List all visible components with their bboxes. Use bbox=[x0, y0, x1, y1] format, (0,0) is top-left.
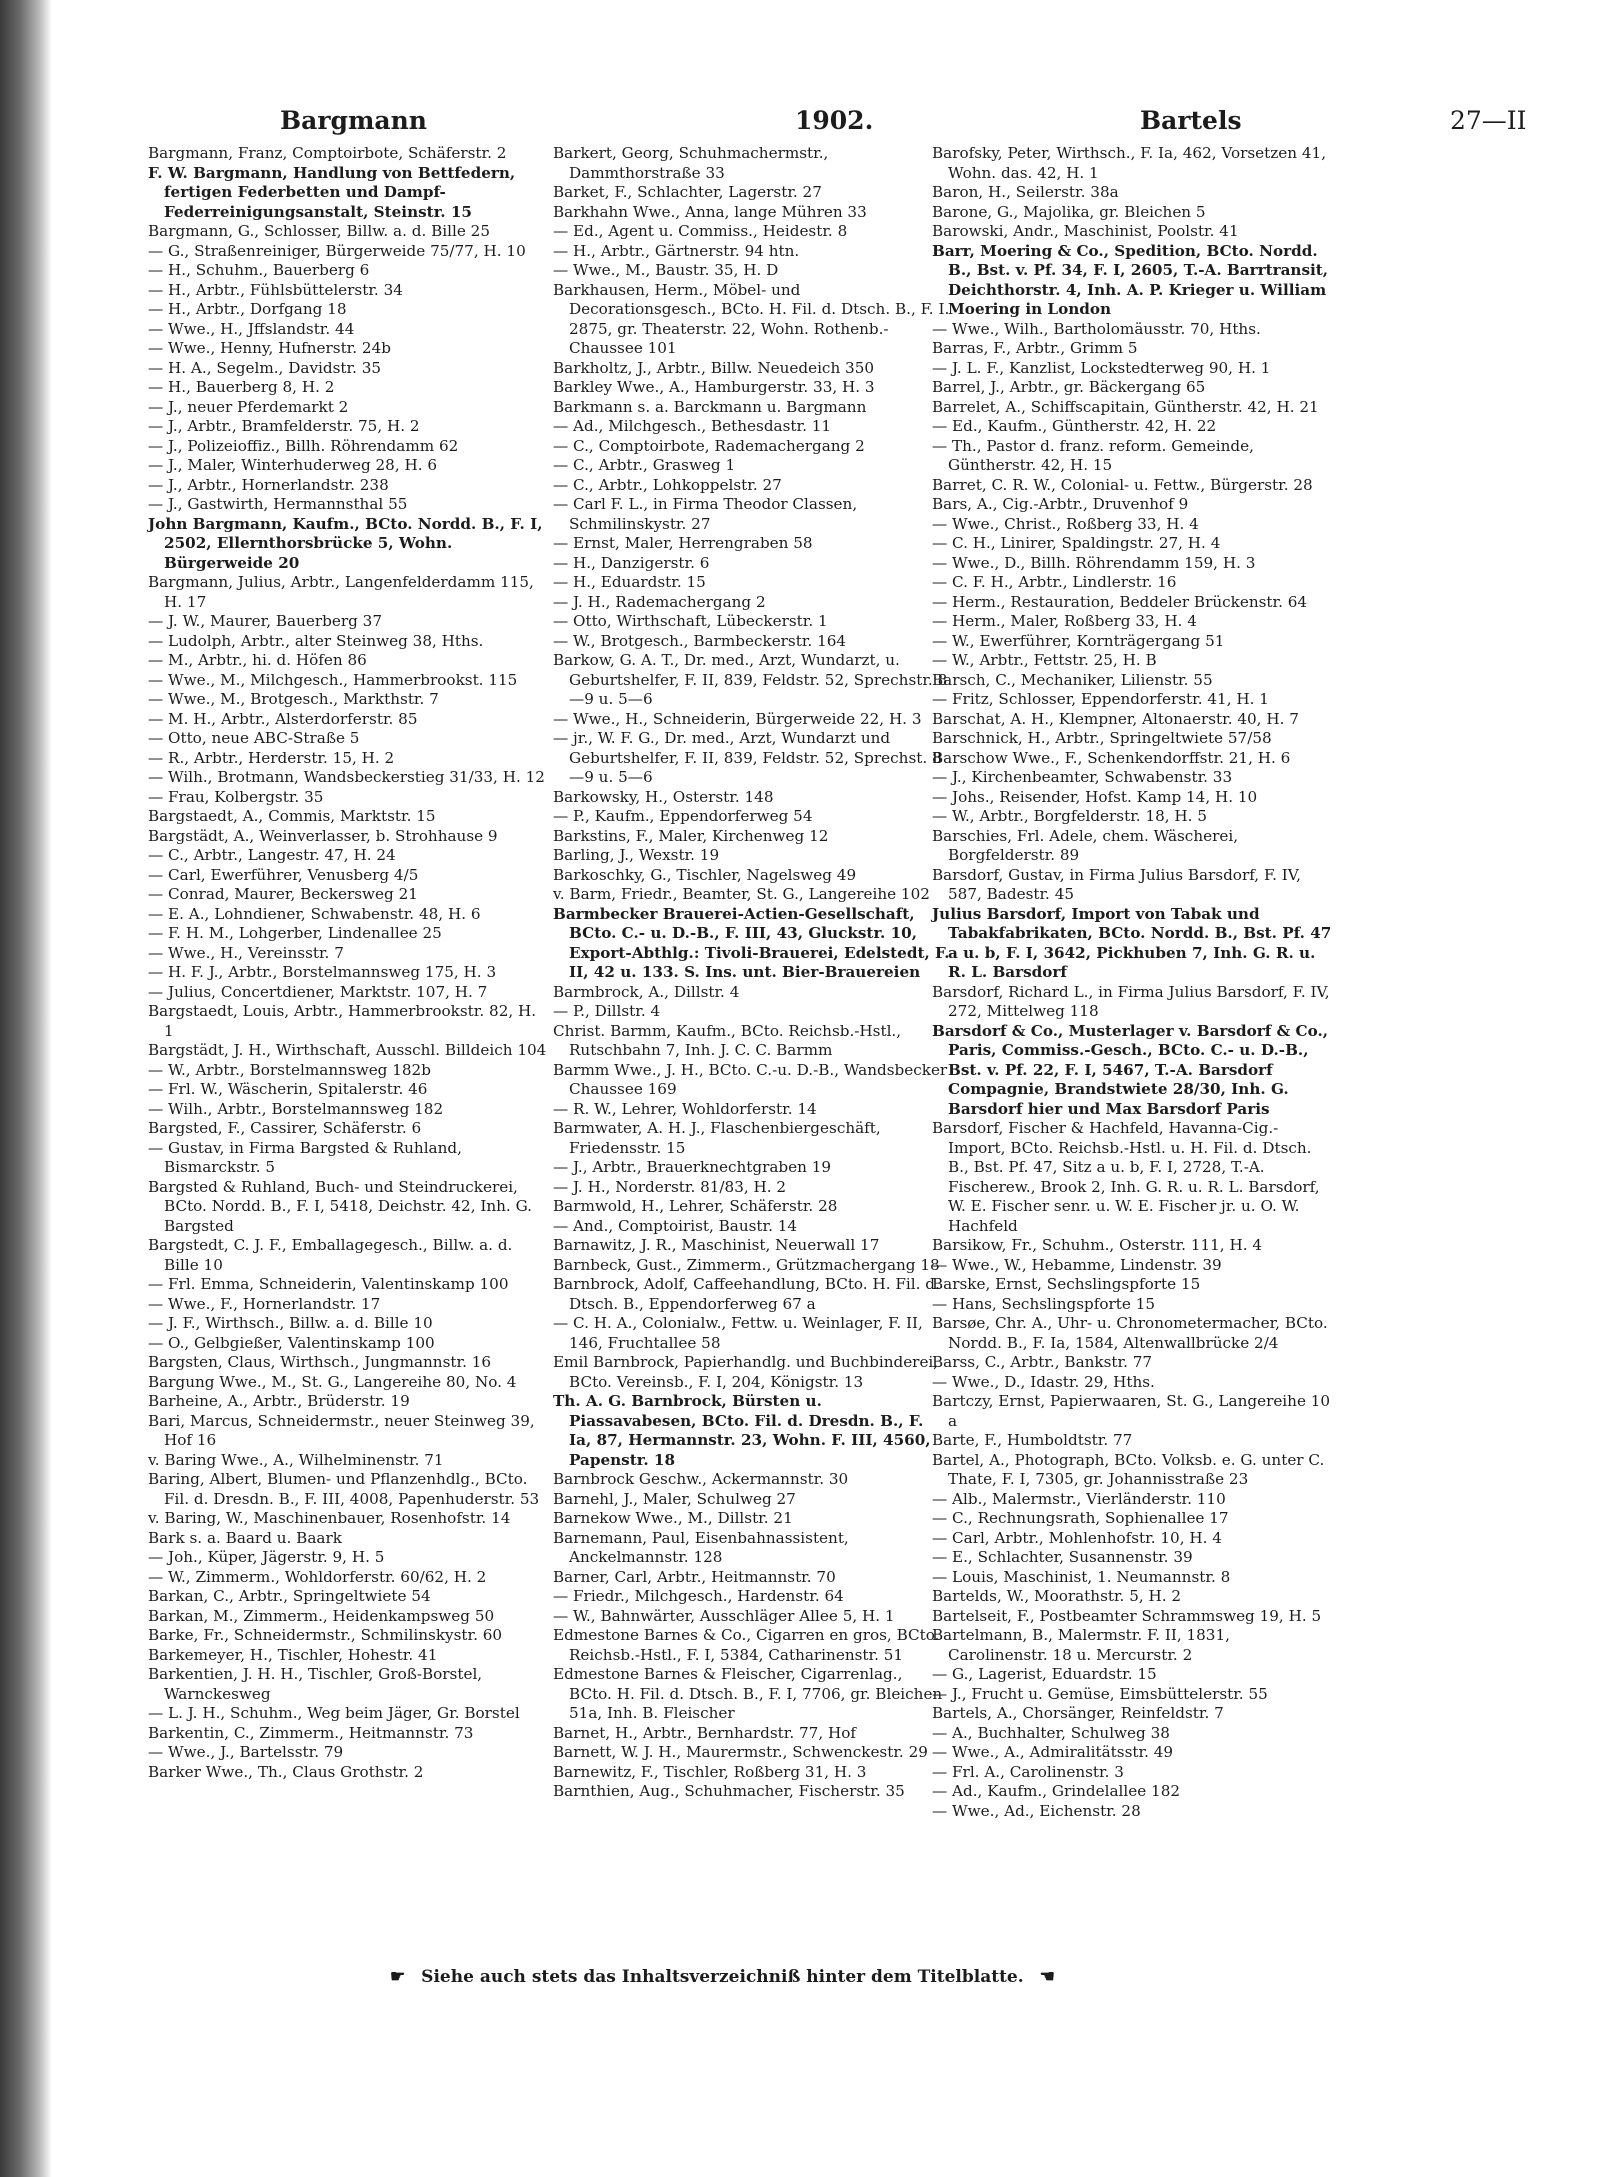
footer-note: Siehe auch stets das Inhaltsverzeichniß hinter dem Titelblatte. bbox=[421, 1967, 1024, 1987]
directory-entry: Bargstädt, J. H., Wirthschaft, Ausschl. Billdeich 104 bbox=[148, 1041, 547, 1059]
directory-entry: — W., Arbtr., Borstelmannsweg 182b bbox=[148, 1060, 431, 1079]
directory-entry: Barkemeyer, H., Tischler, Hohestr. 41 bbox=[148, 1645, 438, 1664]
directory-entry: — W., Ewerführer, Kornträgergang 51 bbox=[932, 631, 1225, 650]
directory-entry: Barling, J., Wexstr. 19 bbox=[553, 846, 720, 864]
directory-entry: — F. H. M., Lohgerber, Lindenallee 25 bbox=[148, 924, 442, 942]
directory-entry: Edmestone Barnes & Fleischer, Cigarrenlag., BCto. H. Fil. d. Dtsch. B., F. I, 7706, gr. Bleichen 51a, Inh. B. Fleischer bbox=[553, 1665, 943, 1722]
directory-entry: — Joh., Küper, Jägerstr. 9, H. 5 bbox=[148, 1548, 385, 1566]
directory-entry: Barkentin, C., Zimmerm., Heitmannstr. 73 bbox=[148, 1723, 474, 1742]
pointing-hand-left-icon: ☚ bbox=[1039, 1967, 1055, 1987]
directory-entry: — Wwe., Ad., Eichenstr. 28 bbox=[932, 1801, 1141, 1820]
directory-entry: Barnbrock, Adolf, Caffeehandlung, BCto. H. Fil. d. Dtsch. B., Eppendorferweg 67 a bbox=[553, 1275, 940, 1313]
directory-entry: — C., Arbtr., Langestr. 47, H. 24 bbox=[148, 846, 396, 864]
directory-entry: — H., Arbtr., Dorfgang 18 bbox=[148, 300, 347, 318]
directory-entry: — Herm., Restauration, Beddeler Brückenstr. 64 bbox=[932, 592, 1308, 611]
directory-entry: Barnet, H., Arbtr., Bernhardstr. 77, Hof bbox=[553, 1723, 856, 1742]
directory-entry: Barkmann s. a. Barckmann u. Bargmann bbox=[553, 397, 867, 416]
directory-entry: — Wwe., M., Baustr. 35, H. D bbox=[553, 261, 779, 279]
directory-entry: — Wwe., Wilh., Bartholomäusstr. 70, Hths. bbox=[932, 319, 1261, 338]
directory-entry: — A., Buchhalter, Schulweg 38 bbox=[932, 1723, 1170, 1742]
directory-entry: Barke, Fr., Schneidermstr., Schmilinskystr. 60 bbox=[148, 1626, 503, 1644]
directory-entry: Barnett, W. J. H., Maurermstr., Schwenckestr. 29 bbox=[553, 1743, 928, 1761]
directory-entry: Bargstaedt, A., Commis, Marktstr. 15 bbox=[148, 807, 436, 825]
directory-entry: — Frl. Emma, Schneiderin, Valentinskamp 100 bbox=[148, 1275, 509, 1293]
directory-entry: Edmestone Barnes & Co., Cigarren en gros, BCto. Reichsb.-Hstl., F. I, 5384, Catharinenstr. 51 bbox=[553, 1626, 940, 1664]
directory-entry: — J. W., Maurer, Bauerberg 37 bbox=[148, 612, 382, 630]
directory-entry: — C. H., Linirer, Spaldingstr. 27, H. 4 bbox=[932, 534, 1221, 552]
header-right-keyword: Bartels bbox=[1140, 106, 1242, 135]
directory-entry: — C., Comptoirbote, Rademachergang 2 bbox=[553, 436, 865, 455]
directory-entry: — Frl. W., Wäscherin, Spitalerstr. 46 bbox=[148, 1080, 428, 1098]
directory-entry: Barkentien, J. H. H., Tischler, Groß-Borstel, Warnckesweg bbox=[148, 1665, 483, 1703]
directory-entry: — J., Arbtr., Hornerlandstr. 238 bbox=[148, 475, 389, 494]
directory-entry: — Th., Pastor d. franz. reform. Gemeinde, Güntherstr. 42, H. 15 bbox=[932, 436, 1254, 474]
directory-entry: Barkholtz, J., Arbtr., Billw. Neuedeich 350 bbox=[553, 358, 875, 377]
directory-entry: — Carl, Ewerführer, Venusberg 4/5 bbox=[148, 865, 419, 884]
directory-entry: — Wwe., M., Brotgesch., Markthstr. 7 bbox=[148, 690, 439, 708]
directory-entry: — Frl. A., Carolinenstr. 3 bbox=[932, 1762, 1124, 1781]
directory-entry: Christ. Barmm, Kaufm., BCto. Reichsb.-Hstl., Rutschbahn 7, Inh. J. C. C. Barmm bbox=[553, 1021, 902, 1059]
directory-entry: Barske, Ernst, Sechslingspforte 15 bbox=[932, 1275, 1201, 1293]
page-footer bbox=[380, 1967, 1380, 1987]
directory-entry: — E. A., Lohndiener, Schwabenstr. 48, H. 6 bbox=[148, 904, 481, 923]
directory-entry: Bargung Wwe., M., St. G., Langereihe 80, No. 4 bbox=[148, 1372, 517, 1391]
directory-entry: Bargstädt, A., Weinverlasser, b. Strohhause 9 bbox=[148, 826, 498, 845]
directory-entry: — Wwe., D., Billh. Röhrendamm 159, H. 3 bbox=[932, 553, 1256, 572]
directory-entry: Barkhahn Wwe., Anna, lange Mühren 33 bbox=[553, 202, 867, 221]
directory-entry: Barschies, Frl. Adele, chem. Wäscherei, Borgfelderstr. 89 bbox=[932, 826, 1239, 864]
directory-entry: — Ed., Agent u. Commiss., Heidestr. 8 bbox=[553, 222, 848, 240]
directory-entry: Barowski, Andr., Maschinist, Poolstr. 41 bbox=[932, 222, 1239, 240]
directory-entry: — H., Danzigerstr. 6 bbox=[553, 553, 710, 572]
directory-entry: — J., Maler, Winterhuderweg 28, H. 6 bbox=[148, 456, 438, 474]
directory-entry: — J., Kirchenbeamter, Schwabenstr. 33 bbox=[932, 768, 1233, 786]
directory-entry: — Wwe., Christ., Roßberg 33, H. 4 bbox=[932, 514, 1199, 533]
directory-entry: Bargmann, Franz, Comptoirbote, Schäferstr. 2 bbox=[148, 144, 507, 162]
directory-entry: — Alb., Malermstr., Vierländerstr. 110 bbox=[932, 1489, 1226, 1508]
directory-entry: — H., Bauerberg 8, H. 2 bbox=[148, 378, 335, 396]
directory-entry: Bargmann, Julius, Arbtr., Langenfelderdamm 115, H. 17 bbox=[148, 573, 534, 611]
directory-entry: Barte, F., Humboldtstr. 77 bbox=[932, 1431, 1133, 1449]
directory-entry: Barras, F., Arbtr., Grimm 5 bbox=[932, 339, 1138, 357]
directory-entry: — J., Polizeioffiz., Billh. Röhrendamm 62 bbox=[148, 436, 459, 455]
directory-entry: — W., Brotgesch., Barmbeckerstr. 164 bbox=[553, 631, 847, 650]
header-left-keyword: Bargmann bbox=[280, 106, 427, 135]
directory-entry: — J., Gastwirth, Hermannsthal 55 bbox=[148, 495, 408, 513]
directory-entry: — W., Arbtr., Fettstr. 25, H. B bbox=[932, 651, 1157, 669]
directory-entry: Barnekow Wwe., M., Dillstr. 21 bbox=[553, 1509, 793, 1527]
directory-entry: Barmbrock, A., Dillstr. 4 bbox=[553, 982, 740, 1001]
directory-entry: — M., Arbtr., hi. d. Höfen 86 bbox=[148, 651, 367, 669]
directory-entry: Julius Barsdorf, Import von Tabak und Tabakfabrikaten, BCto. Nordd. B., Bst. Pf. 47 a u. b, F. I, 3642, Pickhuben 7, Inh. G. R. u. R. L. Barsdorf bbox=[932, 904, 1332, 981]
directory-entry: — Julius, Concertdiener, Marktstr. 107, H. 7 bbox=[148, 982, 488, 1001]
directory-entry: — W., Zimmerm., Wohldorferstr. 60/62, H. 2 bbox=[148, 1567, 487, 1586]
directory-entry: — H., Eduardstr. 15 bbox=[553, 573, 706, 591]
directory-entry: — Wwe., J., Bartelsstr. 79 bbox=[148, 1743, 344, 1761]
directory-entry: Barr, Moering & Co., Spedition, BCto. Nordd. B., Bst. v. Pf. 34, F. I, 2605, T.-A. Barrtransit, Deichthorstr. 4, Inh. A. P. Krieger u. William Moering in London bbox=[932, 241, 1329, 318]
directory-entry: — R. W., Lehrer, Wohldorferstr. 14 bbox=[553, 1099, 817, 1118]
directory-entry: — J. L. F., Kanzlist, Lockstedterweg 90, H. 1 bbox=[932, 358, 1271, 377]
directory-column-2 bbox=[553, 144, 950, 1802]
directory-entry: — M. H., Arbtr., Alsterdorferstr. 85 bbox=[148, 709, 418, 728]
directory-entry: Barsch, C., Mechaniker, Lilienstr. 55 bbox=[932, 670, 1213, 689]
directory-entry: — Gustav, in Firma Bargsted & Ruhland, Bismarckstr. 5 bbox=[148, 1138, 462, 1176]
directory-entry: Barkstins, F., Maler, Kirchenweg 12 bbox=[553, 826, 829, 845]
directory-entry: Bartel, A., Photograph, BCto. Volksb. e. G. unter C. Thate, F. I, 7305, gr. Johannisstraße 23 bbox=[932, 1450, 1325, 1488]
directory-entry: — jr., W. F. G., Dr. med., Arzt, Wundarzt und Geburtshelfer, F. II, 839, Feldstr. 52, Sprechst. 8—9 u. 5—6 bbox=[553, 729, 942, 786]
directory-entry: Barkley Wwe., A., Hamburgerstr. 33, H. 3 bbox=[553, 378, 875, 396]
directory-entry: Bartelds, W., Moorathstr. 5, H. 2 bbox=[932, 1587, 1182, 1605]
directory-entry: — J., Arbtr., Bramfelderstr. 75, H. 2 bbox=[148, 417, 420, 435]
directory-entry: Bari, Marcus, Schneidermstr., neuer Steinweg 39, Hof 16 bbox=[148, 1411, 535, 1449]
directory-entry: Barmwater, A. H. J., Flaschenbiergeschäft, Friedensstr. 15 bbox=[553, 1119, 881, 1157]
directory-entry: — Carl F. L., in Firma Theodor Classen, Schmilinskystr. 27 bbox=[553, 495, 858, 533]
directory-entry: Bartelseit, F., Postbeamter Schrammsweg 19, H. 5 bbox=[932, 1606, 1322, 1625]
directory-entry: — Ed., Kaufm., Güntherstr. 42, H. 22 bbox=[932, 417, 1217, 435]
directory-entry: v. Baring Wwe., A., Wilhelminenstr. 71 bbox=[148, 1450, 444, 1469]
directory-entry: Bargstedt, C. J. F., Emballagegesch., Billw. a. d. Bille 10 bbox=[148, 1236, 513, 1274]
page-number: 27—II bbox=[1450, 106, 1527, 135]
directory-entry: — J. F., Wirthsch., Billw. a. d. Bille 10 bbox=[148, 1314, 433, 1332]
directory-entry: — C. F. H., Arbtr., Lindlerstr. 16 bbox=[932, 573, 1177, 591]
directory-entry: Baron, H., Seilerstr. 38a bbox=[932, 183, 1119, 201]
directory-entry: — Wwe., F., Hornerlandstr. 17 bbox=[148, 1294, 381, 1313]
directory-entry: Barrel, J., Arbtr., gr. Bäckergang 65 bbox=[932, 378, 1206, 396]
directory-entry: Barss, C., Arbtr., Bankstr. 77 bbox=[932, 1353, 1153, 1371]
directory-entry: Barone, G., Majolika, gr. Bleichen 5 bbox=[932, 202, 1206, 221]
directory-entry: Barnewitz, F., Tischler, Roßberg 31, H. 3 bbox=[553, 1762, 867, 1781]
directory-entry: Barkoschky, G., Tischler, Nagelsweg 49 bbox=[553, 865, 857, 884]
directory-entry: — W., Arbtr., Borgfelderstr. 18, H. 5 bbox=[932, 807, 1207, 825]
directory-entry: Baring, Albert, Blumen- und Pflanzenhdlg., BCto. Fil. d. Dresdn. B., F. III, 4008, Papenhuderstr. 53 bbox=[148, 1470, 540, 1508]
directory-entry: Barnbrock Geschw., Ackermannstr. 30 bbox=[553, 1470, 849, 1488]
directory-entry: — P., Dillstr. 4 bbox=[553, 1002, 661, 1020]
directory-entry: Bartelmann, B., Malermstr. F. II, 1831, Carolinenstr. 18 u. Mercurstr. 2 bbox=[932, 1626, 1230, 1664]
directory-entry: — Wwe., H., Schneiderin, Bürgerweide 22, H. 3 bbox=[553, 709, 922, 728]
directory-entry: Barmwold, H., Lehrer, Schäferstr. 28 bbox=[553, 1197, 838, 1215]
directory-entry: — Herm., Maler, Roßberg 33, H. 4 bbox=[932, 612, 1197, 630]
directory-entry: Bars, A., Cig.-Arbtr., Druvenhof 9 bbox=[932, 495, 1189, 513]
directory-entry: Barret, C. R. W., Colonial- u. Fettw., Bürgerstr. 28 bbox=[932, 475, 1313, 494]
directory-entry: — Wwe., Henny, Hufnerstr. 24b bbox=[148, 339, 391, 357]
directory-entry: Barkhausen, Herm., Möbel- und Decorationsgesch., BCto. H. Fil. d. Dtsch. B., F. I. 2875, gr. Theaterstr. 22, Wohn. Rothenb.-Chaussee 101 bbox=[553, 280, 950, 357]
directory-entry: — C. H. A., Colonialw., Fettw. u. Weinlager, F. II, 146, Fruchtallee 58 bbox=[553, 1314, 923, 1352]
directory-entry: — H. A., Segelm., Davidstr. 35 bbox=[148, 358, 382, 377]
directory-entry: — C., Arbtr., Grasweg 1 bbox=[553, 456, 736, 474]
directory-entry: John Bargmann, Kaufm., BCto. Nordd. B., F. I, 2502, Ellernthorsbrücke 5, Wohn. Bürgerweide 20 bbox=[148, 514, 543, 572]
directory-entry: Barker Wwe., Th., Claus Grothstr. 2 bbox=[148, 1762, 424, 1781]
directory-entry: — C., Arbtr., Lohkoppelstr. 27 bbox=[553, 475, 782, 494]
directory-entry: — Wwe., H., Vereinsstr. 7 bbox=[148, 943, 344, 962]
directory-entry: Bargsten, Claus, Wirthsch., Jungmannstr. 16 bbox=[148, 1353, 492, 1371]
directory-entry: Bargmann, G., Schlosser, Billw. a. d. Bille 25 bbox=[148, 222, 491, 240]
directory-entry: — Wwe., M., Milchgesch., Hammerbrookst. 115 bbox=[148, 670, 518, 689]
directory-entry: — P., Kaufm., Eppendorferweg 54 bbox=[553, 807, 813, 825]
directory-entry: Barkowsky, H., Osterstr. 148 bbox=[553, 787, 774, 806]
directory-entry: — Fritz, Schlosser, Eppendorferstr. 41, H. 1 bbox=[932, 690, 1269, 708]
directory-entry: — J., neuer Pferdemarkt 2 bbox=[148, 397, 349, 416]
directory-entry: — Carl, Arbtr., Mohlenhofstr. 10, H. 4 bbox=[932, 1528, 1222, 1547]
directory-entry: Barofsky, Peter, Wirthsch., F. Ia, 462, Vorsetzen 41, Wohn. das. 42, H. 1 bbox=[932, 144, 1327, 182]
directory-entry: — J. H., Norderstr. 81/83, H. 2 bbox=[553, 1177, 787, 1196]
directory-entry: Barnawitz, J. R., Maschinist, Neuerwall 17 bbox=[553, 1236, 880, 1254]
directory-entry: Th. A. G. Barnbrock, Bürsten u. Piassavabesen, BCto. Fil. d. Dresdn. B., F. Ia, 87, Hermannstr. 23, Wohn. F. III, 4560, Papenstr. 18 bbox=[553, 1392, 931, 1469]
directory-entry: — Johs., Reisender, Hofst. Kamp 14, H. 10 bbox=[932, 787, 1258, 806]
directory-entry: — Conrad, Maurer, Beckersweg 21 bbox=[148, 885, 418, 903]
directory-entry: Bargsted & Ruhland, Buch- und Steindruckerei, BCto. Nordd. B., F. I, 5418, Deichstr. 42, Inh. G. Bargsted bbox=[148, 1177, 532, 1235]
directory-entry: — W., Bahnwärter, Ausschläger Allee 5, H. 1 bbox=[553, 1606, 895, 1625]
directory-entry: — H., Arbtr., Fühlsbüttelerstr. 34 bbox=[148, 280, 403, 299]
directory-entry: — Ad., Milchgesch., Bethesdastr. 11 bbox=[553, 417, 832, 435]
directory-entry: — Wwe., A., Admiralitätsstr. 49 bbox=[932, 1743, 1174, 1761]
directory-entry: F. W. Bargmann, Handlung von Bettfedern, fertigen Federbetten und Dampf-Federreinigungsanstalt, Steinstr. 15 bbox=[148, 163, 516, 221]
page-header bbox=[120, 100, 1555, 142]
directory-column-1 bbox=[148, 144, 548, 1782]
directory-entry: Bartczy, Ernst, Papierwaaren, St. G., Langereihe 10 a bbox=[932, 1392, 1331, 1430]
directory-entry: — J., Arbtr., Brauerknechtgraben 19 bbox=[553, 1158, 832, 1176]
directory-entry: Barket, F., Schlachter, Lagerstr. 27 bbox=[553, 183, 822, 201]
directory-entry: Barheine, A., Arbtr., Brüderstr. 19 bbox=[148, 1392, 410, 1410]
directory-entry: — H., Arbtr., Gärtnerstr. 94 htn. bbox=[553, 241, 800, 260]
directory-entry: Barmm Wwe., J. H., BCto. C.-u. D.-B., Wandsbecker Chaussee 169 bbox=[553, 1060, 948, 1098]
directory-entry: — Otto, neue ABC-Straße 5 bbox=[148, 729, 360, 747]
directory-entry: Barnthien, Aug., Schuhmacher, Fischerstr. 35 bbox=[553, 1782, 905, 1800]
directory-column-3 bbox=[932, 144, 1332, 1821]
directory-entry: Barsdorf, Richard L., in Firma Julius Barsdorf, F. IV, 272, Mittelweg 118 bbox=[932, 982, 1330, 1020]
directory-entry: Barsdorf, Gustav, in Firma Julius Barsdorf, F. IV, 587, Badestr. 45 bbox=[932, 865, 1301, 903]
directory-entry: — J. H., Rademachergang 2 bbox=[553, 592, 766, 611]
directory-entry: — Ad., Kaufm., Grindelallee 182 bbox=[932, 1782, 1181, 1800]
directory-entry: — R., Arbtr., Herderstr. 15, H. 2 bbox=[148, 748, 395, 767]
directory-entry: Barkow, G. A. T., Dr. med., Arzt, Wundarzt, u. Geburtshelfer, F. II, 839, Feldstr. 52, Sprechstr. 8—9 u. 5—6 bbox=[553, 651, 948, 708]
directory-entry: — Ludolph, Arbtr., alter Steinweg 38, Hths. bbox=[148, 631, 484, 650]
directory-entry: Barner, Carl, Arbtr., Heitmannstr. 70 bbox=[553, 1567, 836, 1586]
directory-entry: — Hans, Sechslingspforte 15 bbox=[932, 1294, 1156, 1313]
directory-entry: Barkert, Georg, Schuhmachermstr., Dammthorstraße 33 bbox=[553, 144, 829, 182]
directory-entry: v. Baring, W., Maschinenbauer, Rosenhofstr. 14 bbox=[148, 1509, 511, 1527]
directory-entry: — Louis, Maschinist, 1. Neumannstr. 8 bbox=[932, 1567, 1231, 1586]
directory-entry: Emil Barnbrock, Papierhandlg. und Buchbinderei, BCto. Vereinsb., F. I, 204, Königstr. 13 bbox=[553, 1353, 939, 1391]
header-year: 1902. bbox=[795, 106, 874, 135]
directory-entry: — H. F. J., Arbtr., Borstelmannsweg 175, H. 3 bbox=[148, 963, 497, 981]
directory-entry: Barnemann, Paul, Eisenbahnassistent, Anckelmannstr. 128 bbox=[553, 1528, 849, 1566]
directory-entry: Barrelet, A., Schiffscapitain, Güntherstr. 42, H. 21 bbox=[932, 397, 1319, 416]
pointing-hand-right-icon: ☛ bbox=[390, 1967, 406, 1987]
directory-entry: v. Barm, Friedr., Beamter, St. G., Langereihe 102 bbox=[553, 885, 930, 903]
directory-entry: Bargstaedt, Louis, Arbtr., Hammerbrookstr. 82, H. 1 bbox=[148, 1002, 537, 1040]
directory-entry: Barsdorf, Fischer & Hachfeld, Havanna-Cig.-Import, BCto. Reichsb.-Hstl. u. H. Fil. d. Dtsch. B., Bst. Pf. 47, Sitz a u. b, F. I, 2728, T.-A. Fischerew., Brook 2, Inh. G. R. u. R. L. Barsdorf, W. E. Fischer senr. u. W. E. Fischer jr. u. O. W. Hachfeld bbox=[932, 1119, 1320, 1235]
directory-entry: — G., Lagerist, Eduardstr. 15 bbox=[932, 1665, 1157, 1683]
directory-entry: — Wilh., Brotmann, Wandsbeckerstieg 31/33, H. 12 bbox=[148, 768, 545, 786]
directory-entry: — Otto, Wirthschaft, Lübeckerstr. 1 bbox=[553, 612, 828, 630]
directory-entry: — C., Rechnungsrath, Sophienallee 17 bbox=[932, 1509, 1229, 1527]
directory-entry: — Wwe., W., Hebamme, Lindenstr. 39 bbox=[932, 1255, 1222, 1274]
directory-entry: — J., Frucht u. Gemüse, Eimsbüttelerstr. 55 bbox=[932, 1684, 1268, 1703]
directory-entry: Barschow Wwe., F., Schenkendorffstr. 21, H. 6 bbox=[932, 748, 1291, 767]
directory-entry: Barkan, M., Zimmerm., Heidenkampsweg 50 bbox=[148, 1606, 495, 1625]
directory-entry: Bartels, A., Chorsänger, Reinfeldstr. 7 bbox=[932, 1704, 1224, 1722]
directory-entry: Barsdorf & Co., Musterlager v. Barsdorf & Co., Paris, Commiss.-Gesch., BCto. C.- u. D.-B., Bst. v. Pf. 22, F. I, 5467, T.-A. Barsdorf Compagnie, Brandstwiete 28/30, Inh. G. Barsdorf hier und Max Barsdorf Paris bbox=[932, 1021, 1329, 1118]
directory-entry: — Wwe., H., Jffslandstr. 44 bbox=[148, 319, 355, 338]
directory-entry: — L. J. H., Schuhm., Weg beim Jäger, Gr. Borstel bbox=[148, 1704, 520, 1722]
directory-entry: Barsikow, Fr., Schuhm., Osterstr. 111, H. 4 bbox=[932, 1236, 1263, 1254]
directory-entry: — E., Schlachter, Susannenstr. 39 bbox=[932, 1548, 1193, 1566]
directory-entry: Barnehl, J., Maler, Schulweg 27 bbox=[553, 1489, 796, 1508]
directory-entry: — Frau, Kolbergstr. 35 bbox=[148, 787, 324, 806]
directory-entry: Barkan, C., Arbtr., Springeltwiete 54 bbox=[148, 1587, 431, 1605]
directory-entry: Barmbecker Brauerei-Actien-Gesellschaft, BCto. C.- u. D.-B., F. III, 43, Gluckstr. 10, Export-Abthlg.: Tivoli-Brauerei, Edelstedt, F. II, 42 u. 133. S. Ins. unt. Bier-Brauereien bbox=[553, 904, 950, 981]
directory-entry: — Ernst, Maler, Herrengraben 58 bbox=[553, 534, 813, 552]
directory-entry: — Wwe., D., Idastr. 29, Hths. bbox=[932, 1372, 1155, 1391]
directory-entry: — O., Gelbgießer, Valentinskamp 100 bbox=[148, 1333, 435, 1352]
directory-entry: Bargsted, F., Cassirer, Schäferstr. 6 bbox=[148, 1119, 422, 1137]
book-spine-shadow bbox=[0, 0, 52, 2177]
directory-entry: Barschnick, H., Arbtr., Springeltwiete 57/58 bbox=[932, 729, 1272, 747]
directory-entry: — Wilh., Arbtr., Borstelmannsweg 182 bbox=[148, 1099, 444, 1118]
directory-entry: — H., Schuhm., Bauerberg 6 bbox=[148, 261, 370, 279]
directory-entry: — And., Comptoirist, Baustr. 14 bbox=[553, 1216, 798, 1235]
directory-entry: Bark s. a. Baard u. Baark bbox=[148, 1528, 342, 1547]
directory-entry: Barschat, A. H., Klempner, Altonaerstr. 40, H. 7 bbox=[932, 709, 1299, 728]
directory-page bbox=[120, 100, 1555, 2030]
directory-entry: Barnbeck, Gust., Zimmerm., Grützmachergang 18 bbox=[553, 1255, 940, 1274]
directory-entry: Barsøe, Chr. A., Uhr- u. Chronometermacher, BCto. Nordd. B., F. Ia, 1584, Altenwallbrücke 2/4 bbox=[932, 1314, 1328, 1352]
directory-entry: — Friedr., Milchgesch., Hardenstr. 64 bbox=[553, 1587, 844, 1605]
directory-entry: — G., Straßenreiniger, Bürgerweide 75/77, H. 10 bbox=[148, 241, 526, 260]
